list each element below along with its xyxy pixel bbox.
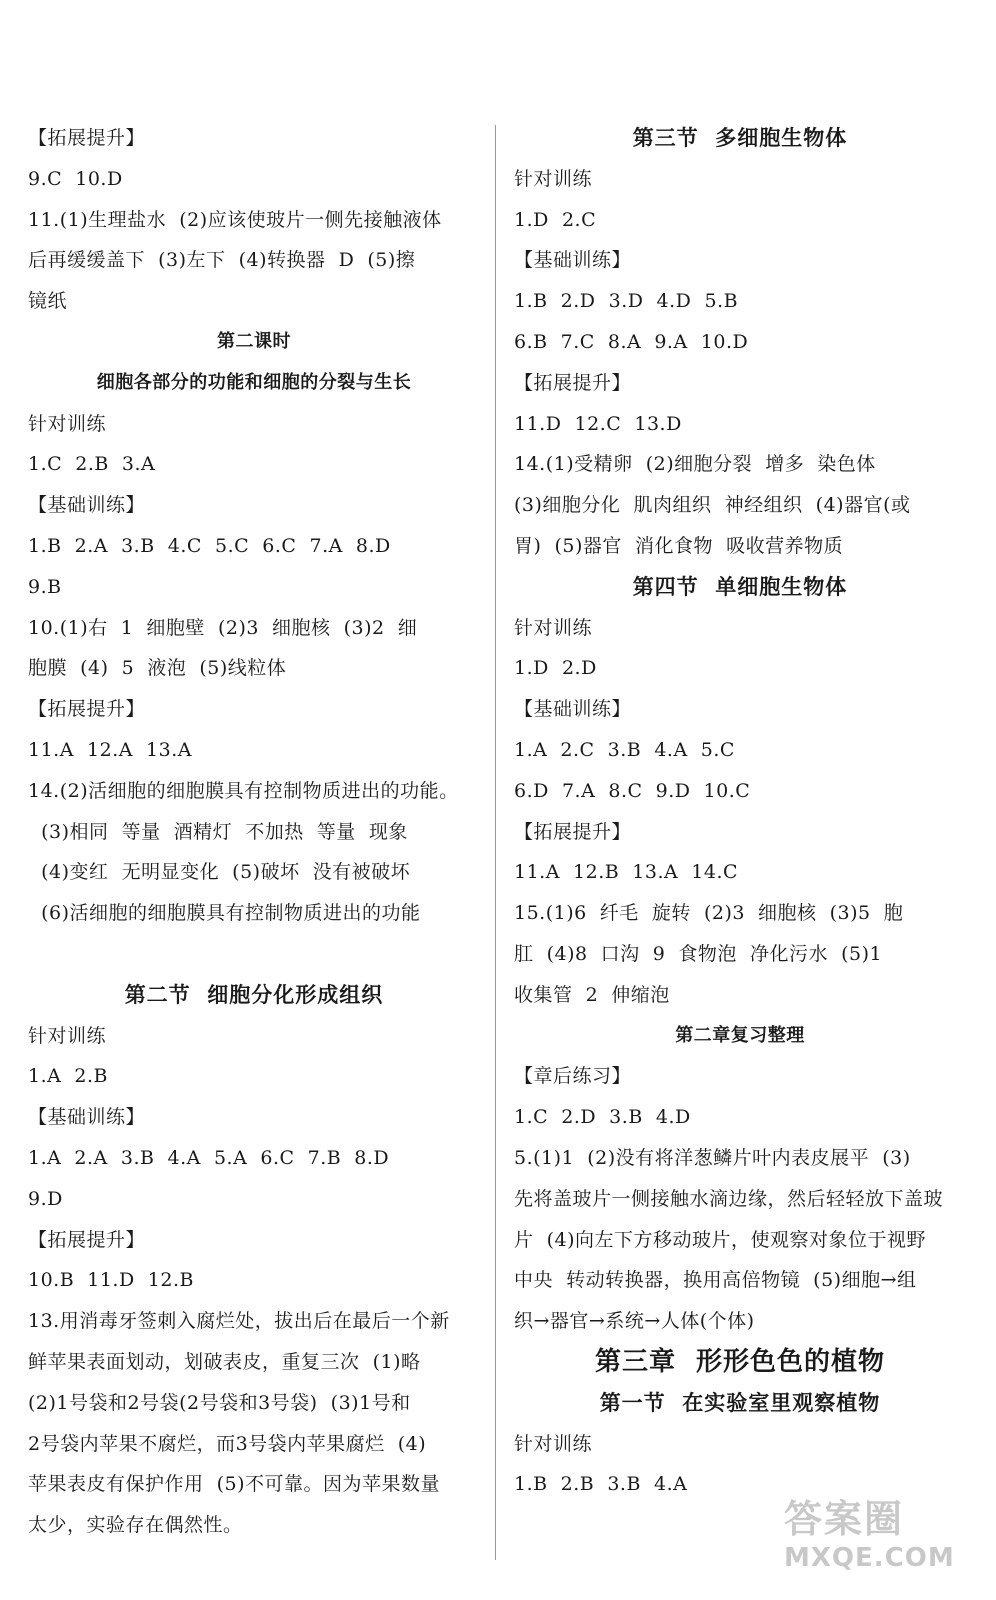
answer-line: (6)活细胞的细胞膜具有控制物质进出的功能 — [28, 902, 421, 925]
left-column — [28, 118, 480, 1546]
section-tag: 【拓展提升】 — [28, 698, 146, 721]
answer-line: 肛 (4)8 口沟 9 食物泡 净化污水 (5)1 — [514, 942, 883, 965]
answer-line: 6.B 7.C 8.A 9.A 10.D — [514, 330, 749, 353]
section-tag: 【基础训练】 — [514, 698, 632, 721]
answer-line: 15.(1)6 纤毛 旋转 (2)3 细胞核 (3)5 胞 — [514, 902, 904, 925]
answer-line: 苹果表皮有保护作用 (5)不可靠。因为苹果数量 — [28, 1473, 440, 1496]
answer-line: 收集管 2 伸缩泡 — [514, 983, 670, 1006]
answer-line: 织→器官→系统→人体(个体) — [514, 1310, 755, 1333]
answer-line: 镜纸 — [28, 290, 68, 313]
answer-line: 11.A 12.A 13.A — [28, 738, 192, 761]
answer-line: 9.D — [28, 1187, 63, 1210]
answer-line: 14.(2)活细胞的细胞膜具有控制物质进出的功能。 — [28, 779, 459, 802]
spacer — [28, 934, 480, 975]
section-tag: 【拓展提升】 — [514, 371, 632, 394]
answer-line: 针对训练 — [28, 1024, 107, 1047]
answer-line: 1.D 2.C — [514, 208, 597, 231]
answer-line: 13.用消毒牙签刺入腐烂处，拔出后在最后一个新 — [28, 1310, 450, 1333]
answer-line: 鲜苹果表面划动，划破表皮，重复三次 (1)略 — [28, 1350, 421, 1373]
answer-line: 1.B 2.B 3.B 4.A — [514, 1473, 688, 1496]
answer-line: 9.B — [28, 575, 62, 598]
watermark — [784, 1488, 974, 1578]
answer-line: 1.C 2.B 3.A — [28, 453, 156, 476]
answer-line: 1.B 2.A 3.B 4.C 5.C 6.C 7.A 8.D — [28, 534, 391, 557]
answer-line: 1.B 2.D 3.D 4.D 5.B — [514, 290, 739, 313]
answer-line: 10.B 11.D 12.B — [28, 1269, 194, 1292]
answer-line: 1.A 2.C 3.B 4.A 5.C — [514, 738, 735, 761]
answer-line: 9.C 10.D — [28, 167, 123, 190]
section-tag: 【基础训练】 — [28, 1106, 146, 1129]
section-tag: 【拓展提升】 — [514, 820, 632, 843]
section-heading: 第二节 细胞分化形成组织 — [124, 982, 384, 1007]
answer-line: 6.D 7.A 8.C 9.D 10.C — [514, 779, 751, 802]
answer-line: (4)变红 无明显变化 (5)破坏 没有被破坏 — [28, 861, 411, 884]
section-tag: 【拓展提升】 — [28, 1228, 146, 1251]
chapter-heading: 第三章 形形色色的植物 — [594, 1346, 886, 1377]
answer-line: 10.(1)右 1 细胞壁 (2)3 细胞核 (3)2 细 — [28, 616, 418, 639]
answer-line: 太少，实验存在偶然性。 — [28, 1514, 243, 1537]
answer-line: 中央 转动转换器，换用高倍物镜 (5)细胞→组 — [514, 1269, 917, 1292]
subsection-heading: 细胞各部分的功能和细胞的分裂与生长 — [96, 371, 412, 393]
watermark-url: MXQE.COM — [784, 1543, 955, 1573]
section-tag: 【拓展提升】 — [28, 127, 146, 149]
answer-line: 胞膜 (4) 5 液泡 (5)线粒体 — [28, 657, 287, 680]
answer-line: 1.D 2.D — [514, 657, 597, 680]
answer-line: 胃) (5)器官 消化食物 吸收营养物质 — [514, 534, 844, 557]
section-heading: 第四节 单细胞生物体 — [632, 574, 848, 599]
watermark-logo-text: 答案圈 — [784, 1497, 905, 1541]
answer-line: 2号袋内苹果不腐烂，而3号袋内苹果腐烂 (4) — [28, 1432, 427, 1455]
section-heading: 第三节 多细胞生物体 — [632, 126, 848, 150]
column-divider — [495, 125, 496, 1560]
answer-line: 针对训练 — [514, 616, 593, 639]
section-tag: 【基础训练】 — [514, 249, 632, 272]
answer-line: (3)细胞分化 肌肉组织 神经组织 (4)器官(或 — [514, 494, 911, 517]
answer-line: 针对训练 — [514, 167, 593, 190]
answer-line: (2)1号袋和2号袋(2号袋和3号袋) (3)1号和 — [28, 1391, 411, 1414]
answer-line: 11.A 12.B 13.A 14.C — [514, 861, 739, 884]
answer-line: 后再缓缓盖下 (3)左下 (4)转换器 D (5)擦 — [28, 249, 416, 272]
answer-line: 11.D 12.C 13.D — [514, 412, 682, 435]
answer-line: 11.(1)生理盐水 (2)应该使玻片一侧先接触液体 — [28, 208, 442, 231]
answer-line: 针对训练 — [514, 1432, 593, 1455]
subsection-heading: 第二章复习整理 — [675, 1024, 805, 1046]
right-column — [514, 118, 966, 1505]
subsection-heading: 第二课时 — [217, 330, 291, 352]
answer-line: 1.A 2.A 3.B 4.A 5.A 6.C 7.B 8.D — [28, 1146, 390, 1169]
answer-line: 5.(1)1 (2)没有将洋葱鳞片叶内表皮展平 (3) — [514, 1146, 911, 1169]
section-tag: 【章后练习】 — [514, 1065, 632, 1088]
answer-line: (3)相同 等量 酒精灯 不加热 等量 现象 — [28, 820, 408, 843]
section-heading: 第一节 在实验室里观察植物 — [599, 1390, 881, 1415]
answer-line: 先将盖玻片一侧接触水滴边缘，然后轻轻放下盖玻 — [514, 1187, 944, 1210]
section-tag: 【基础训练】 — [28, 494, 146, 517]
answer-line: 14.(1)受精卵 (2)细胞分裂 增多 染色体 — [514, 453, 876, 476]
answer-line: 片 (4)向左下方移动玻片，使观察对象位于视野 — [514, 1228, 926, 1251]
answer-line: 1.C 2.D 3.B 4.D — [514, 1106, 691, 1129]
answer-line: 1.A 2.B — [28, 1065, 109, 1088]
answer-line: 针对训练 — [28, 412, 107, 435]
